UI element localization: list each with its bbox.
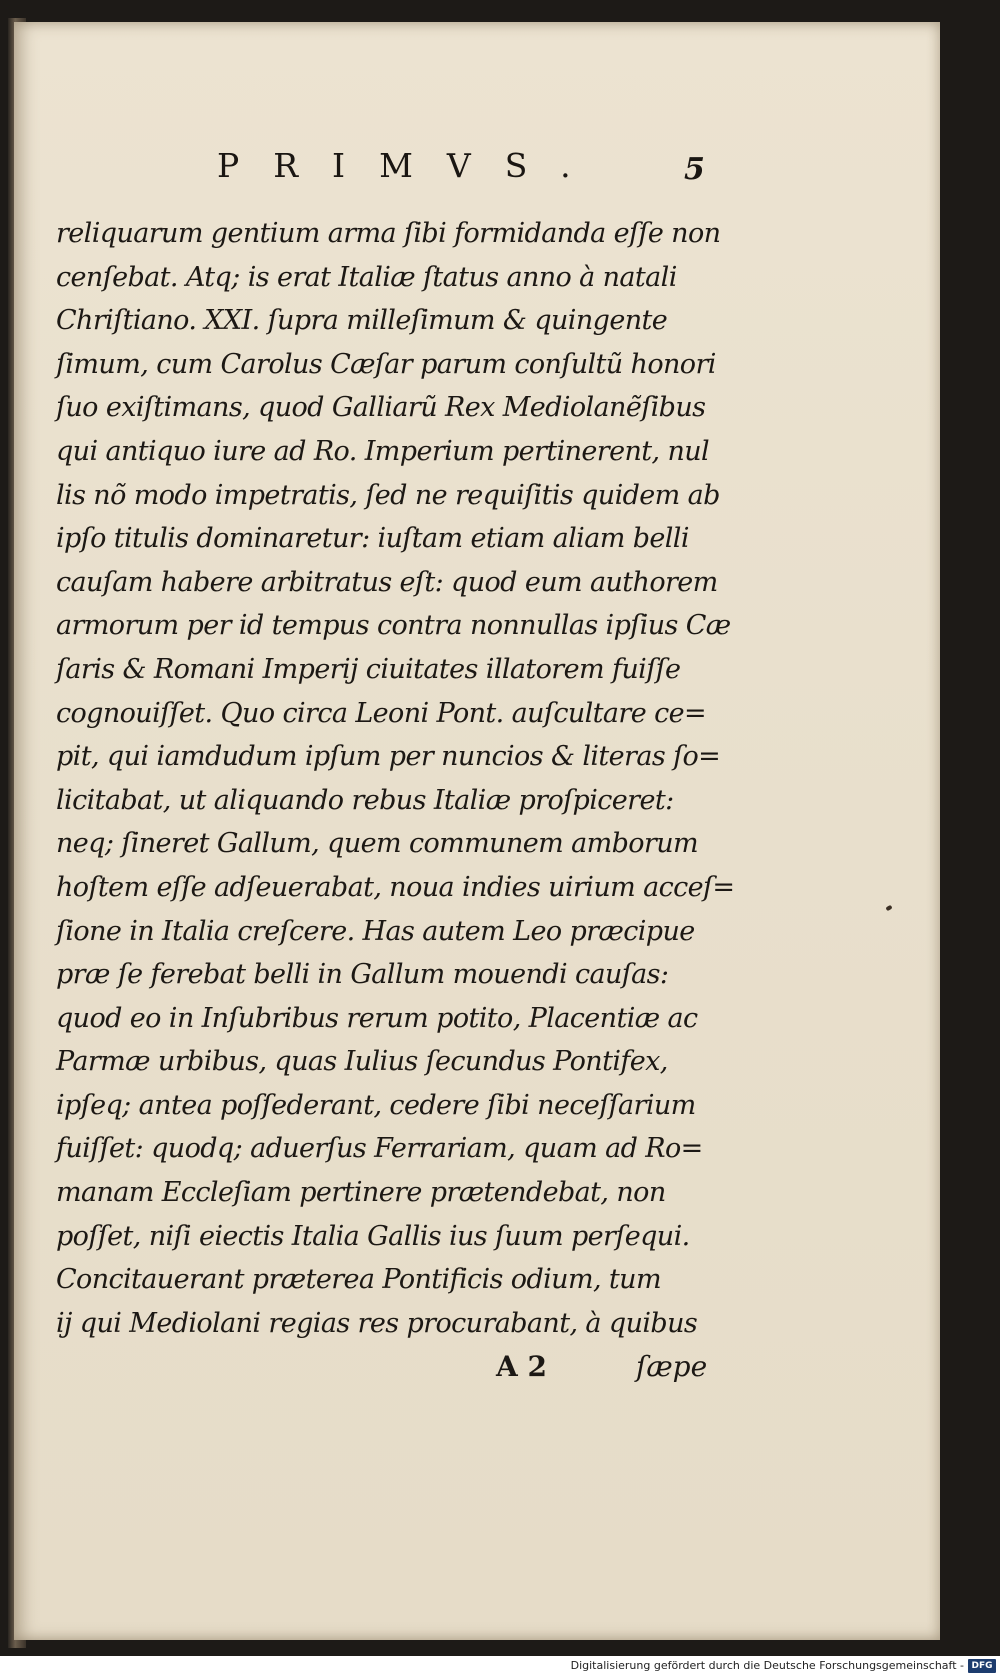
text-line: ſimum, cum Carolus Cæſar parum conſultũ honori	[56, 348, 716, 380]
text-line: poſſet, niſi eiectis Italia Gallis ius ſuum perſequi.	[56, 1220, 690, 1252]
text-line: neq; ſineret Gallum, quem communem amborum	[56, 828, 699, 860]
text-line: cenſebat. Atq; is erat Italiæ ſtatus anno à natali	[56, 261, 677, 293]
text-line: ij qui Mediolani regias res procurabant, à quibus	[56, 1307, 698, 1339]
text-line: licitabat, ut aliquando rebus Italiæ proſpiceret:	[56, 784, 674, 816]
page-number: 5	[684, 152, 705, 187]
text-line: manam Eccleſiam pertinere prætendebat, non	[56, 1177, 666, 1209]
text-line: reliquarum gentium arma ſibi formidanda eſſe non	[56, 218, 721, 249]
text-line: hoſtem eſſe adſeuerabat, noua indies uirium acceſ=	[56, 871, 735, 903]
catchword: ſæpe	[636, 1350, 708, 1383]
text-line: ſione in Italia creſcere. Has autem Leo præcipue	[56, 915, 695, 947]
text-line: quod eo in Inſubribus rerum potito, Placentiæ ac	[56, 1002, 698, 1034]
signature-mark: A 2	[496, 1350, 547, 1383]
text-line: ipſeq; antea poſſederant, cedere ſibi neceſſarium	[56, 1089, 696, 1121]
text-line: armorum per id tempus contra nonnullas ipſius Cæ	[56, 610, 731, 642]
text-line: qui antiquo iure ad Ro. Imperium pertinerent, nul	[56, 435, 710, 467]
text-line: Parmæ urbibus, quas Iulius ſecundus Pontifex,	[56, 1046, 668, 1078]
text-line: cognouiſſet. Quo circa Leoni Pont. auſcultare ce=	[56, 697, 707, 729]
text-line: præ ſe ferebat belli in Gallum mouendi cauſas:	[56, 959, 669, 991]
page-header	[14, 142, 940, 202]
running-title: PRIMVS.	[217, 146, 605, 185]
text-line: Concitauerant præterea Pontificis odium, tum	[56, 1264, 661, 1296]
text-line: pit, qui iamdudum ipſum per nuncios & literas ſo=	[56, 741, 721, 773]
text-line: fuiſſet: quodq; aduerſus Ferrariam, quam ad Ro=	[56, 1133, 703, 1165]
text-line: ſuo exiſtimans, quod Galliarũ Rex Mediolanẽſibus	[56, 392, 706, 424]
digitization-footer	[0, 1656, 1000, 1677]
text-line: cauſam habere arbitratus eſt: quod eum authorem	[56, 566, 718, 598]
funding-credit: Digitalisierung gefördert durch die Deutsche Forschungsgemeinschaft -	[570, 1659, 964, 1672]
text-line: ipſo titulis dominaretur: iuſtam etiam aliam belli	[56, 523, 689, 555]
book-page	[14, 22, 940, 1640]
dfg-logo-icon: DFG	[968, 1659, 996, 1673]
ink-speck	[885, 905, 892, 911]
catchline	[484, 1350, 724, 1390]
body-text	[56, 212, 735, 1345]
text-line: lis nõ modo impetratis, ſed ne requiſitis quidem ab	[56, 479, 720, 511]
text-line: ſaris & Romani Imperij ciuitates illatorem fuiſſe	[56, 653, 681, 685]
text-line: Chriſtiano. XXI. ſupra milleſimum & quingente	[56, 305, 668, 337]
